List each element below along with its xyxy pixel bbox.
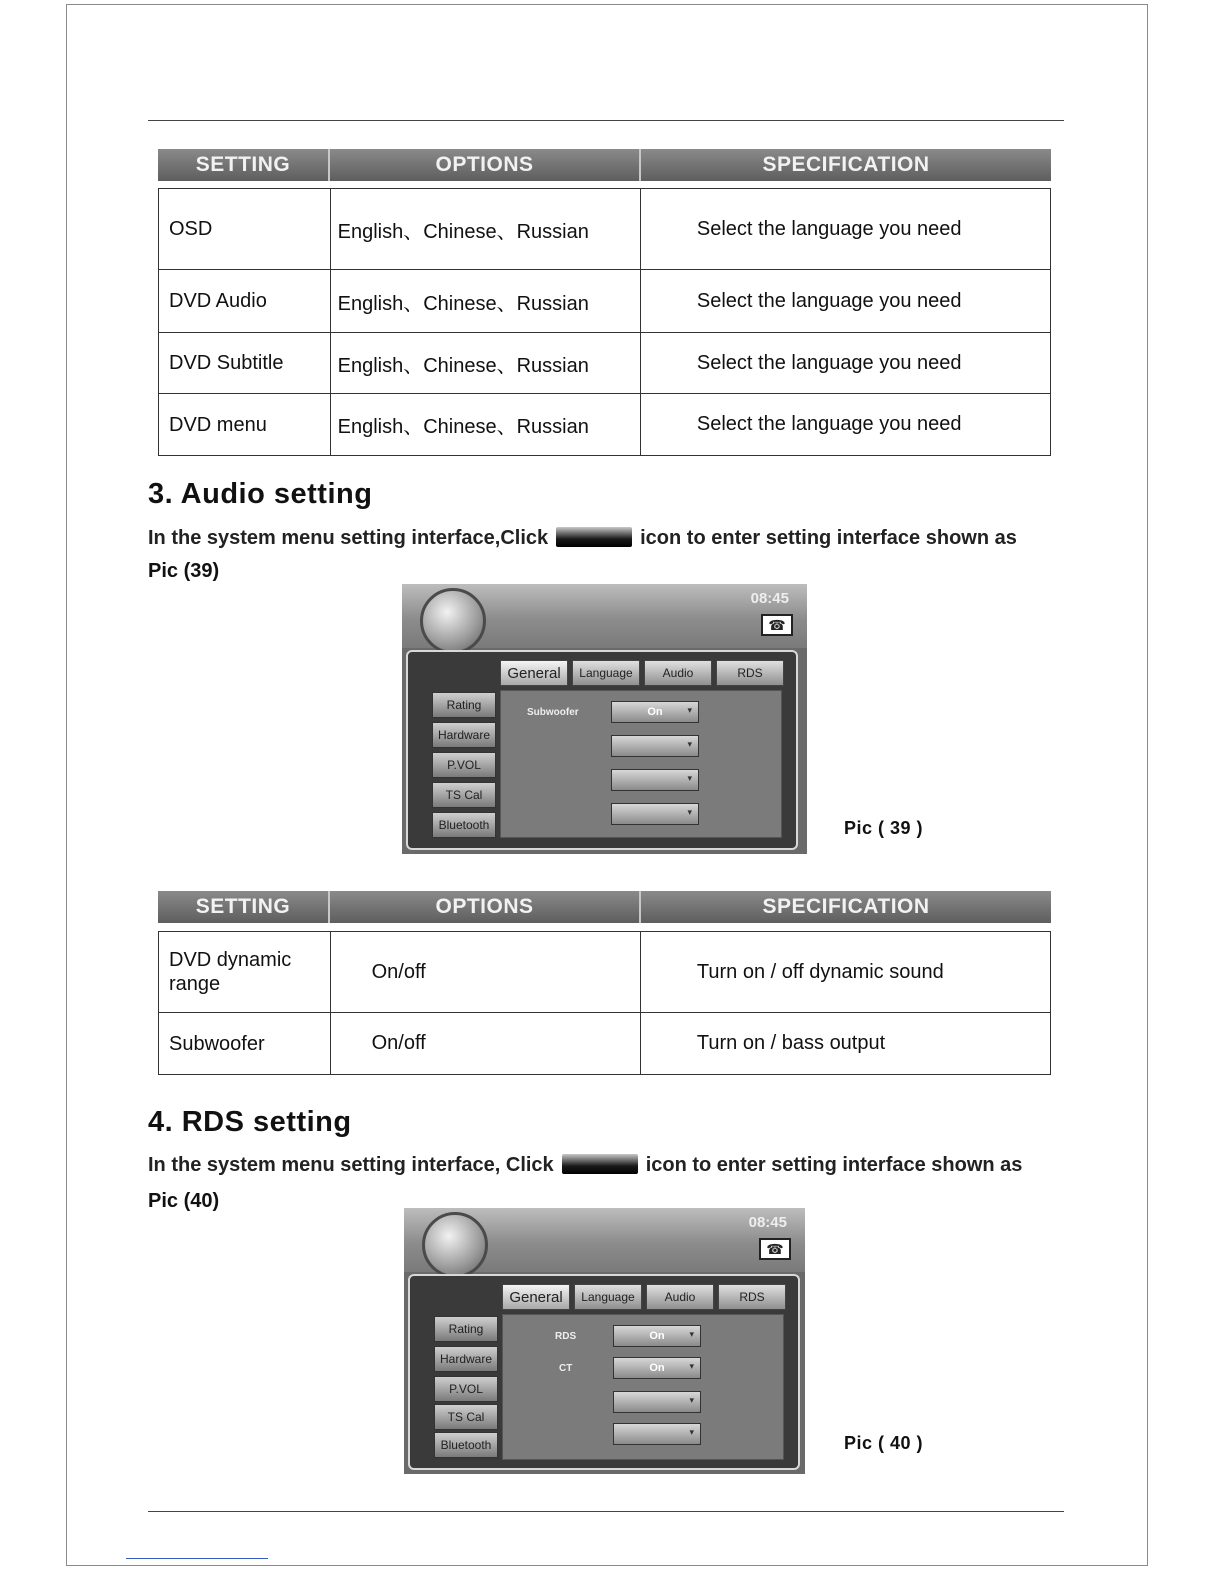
tab-general[interactable]: General [502, 1284, 570, 1310]
header-rule [148, 120, 1064, 121]
header-specification: SPECIFICATION [762, 153, 930, 176]
tab-audio[interactable]: Audio [646, 1284, 714, 1310]
ct-dropdown[interactable] [613, 1357, 701, 1379]
empty-dropdown[interactable] [611, 769, 699, 791]
audio-intro [148, 527, 1068, 550]
settings-icon [556, 527, 632, 547]
header-setting: SETTING [158, 149, 330, 181]
device-clock: 08:45 [748, 1214, 787, 1231]
cell-setting: OSD [159, 189, 331, 269]
table-header [158, 891, 1051, 923]
side-pvol[interactable]: P.VOL [432, 752, 496, 778]
menu-knob-icon[interactable] [422, 1212, 488, 1278]
table-row [159, 333, 1050, 394]
table-row [159, 270, 1050, 333]
side-pvol[interactable]: P.VOL [434, 1376, 498, 1402]
chevron-down-icon: ▾ [687, 773, 692, 783]
dropdown-value: On [649, 1362, 665, 1374]
cell-options: English、Chinese、Russian [331, 333, 641, 393]
footer-link-underline [126, 1558, 268, 1559]
pic39-caption: Pic ( 39 ) [844, 818, 924, 838]
table-body [158, 931, 1051, 1075]
chevron-down-icon: ▾ [687, 705, 692, 715]
cell-setting: DVD Audio [159, 270, 331, 332]
chevron-down-icon: ▾ [689, 1395, 694, 1405]
cell-options: On/off [331, 1013, 641, 1074]
settings-panel [406, 650, 798, 850]
audio-section-title: 3. Audio setting [148, 478, 373, 510]
cell-spec: Turn on / off dynamic sound [696, 960, 944, 983]
empty-dropdown[interactable] [611, 735, 699, 757]
cell-spec: Select the language you need [696, 413, 962, 435]
settings-panel [408, 1274, 800, 1470]
tab-audio[interactable]: Audio [644, 660, 712, 686]
header-setting: SETTING [158, 891, 330, 923]
device-clock: 08:45 [750, 590, 789, 607]
cell-spec: Select the language you need [696, 351, 962, 374]
cell-setting: DVD menu [159, 394, 331, 455]
table-body [158, 188, 1051, 456]
pic-reference: Pic (39) [148, 560, 220, 582]
chevron-down-icon: ▾ [687, 739, 692, 749]
subwoofer-dropdown[interactable] [611, 701, 699, 723]
table-header [158, 149, 1051, 181]
header-options: OPTIONS [330, 891, 641, 923]
cell-setting: DVD dynamic range [159, 932, 331, 1012]
settings-content [502, 1314, 784, 1460]
menu-knob-icon[interactable] [420, 588, 486, 654]
rds-intro [148, 1154, 1068, 1177]
tab-rds[interactable]: RDS [718, 1284, 786, 1310]
phone-icon[interactable]: ☎ [761, 614, 793, 636]
table-row [159, 394, 1050, 455]
tab-rds[interactable]: RDS [716, 660, 784, 686]
table-row [159, 189, 1050, 270]
cell-setting: Subwoofer [159, 1013, 331, 1074]
cell-options: On/off [331, 932, 641, 1012]
header-options: OPTIONS [330, 149, 641, 181]
side-hardware[interactable]: Hardware [434, 1346, 498, 1372]
chevron-down-icon: ▾ [689, 1427, 694, 1437]
table-row [159, 932, 1050, 1013]
tab-general[interactable]: General [500, 660, 568, 686]
table-row [159, 1013, 1050, 1074]
cell-spec: Turn on / bass output [696, 1032, 886, 1054]
tab-language[interactable]: Language [574, 1284, 642, 1310]
cell-setting: DVD Subtitle [159, 333, 331, 393]
dropdown-value: On [647, 706, 663, 718]
footer-rule [148, 1511, 1064, 1512]
rds-section-title: 4. RDS setting [148, 1106, 352, 1138]
cell-options: English、Chinese、Russian [331, 394, 641, 455]
chevron-down-icon: ▾ [687, 807, 692, 817]
rds-label: RDS [555, 1331, 577, 1342]
intro-text-before: In the system menu setting interface,Click [148, 527, 549, 549]
dropdown-value: On [649, 1330, 665, 1342]
chevron-down-icon: ▾ [689, 1361, 694, 1371]
phone-icon[interactable]: ☎ [759, 1238, 791, 1260]
pic40-caption: Pic ( 40 ) [844, 1433, 924, 1453]
chevron-down-icon: ▾ [689, 1329, 694, 1339]
cell-options: English、Chinese、Russian [331, 270, 641, 332]
empty-dropdown[interactable] [613, 1423, 701, 1445]
cell-options: English、Chinese、Russian [331, 189, 641, 269]
rds-setting-screenshot [404, 1208, 805, 1474]
intro-text-after: icon to enter setting interface shown as [640, 527, 1017, 549]
tab-language[interactable]: Language [572, 660, 640, 686]
intro-text-after: icon to enter setting interface shown as [645, 1154, 1023, 1176]
pic-reference: Pic (40) [148, 1190, 220, 1212]
rds-dropdown[interactable] [613, 1325, 701, 1347]
empty-dropdown[interactable] [613, 1391, 701, 1413]
side-tscal[interactable]: TS Cal [432, 782, 496, 808]
intro-text-before: In the system menu setting interface, Click [148, 1154, 554, 1176]
empty-dropdown[interactable] [611, 803, 699, 825]
cell-spec: Select the language you need [696, 289, 962, 312]
ct-label: CT [559, 1363, 573, 1374]
side-hardware[interactable]: Hardware [432, 722, 496, 748]
subwoofer-label: Subwoofer [527, 707, 579, 718]
side-tscal[interactable]: TS Cal [434, 1404, 498, 1430]
settings-icon [562, 1154, 638, 1174]
side-rating[interactable]: Rating [432, 692, 496, 718]
settings-content [500, 690, 782, 838]
side-bluetooth[interactable]: Bluetooth [432, 812, 496, 838]
header-specification: SPECIFICATION [762, 895, 930, 918]
audio-setting-screenshot [402, 584, 807, 854]
cell-spec: Select the language you need [696, 217, 962, 240]
side-rating[interactable]: Rating [434, 1316, 498, 1342]
side-bluetooth[interactable]: Bluetooth [434, 1432, 498, 1458]
